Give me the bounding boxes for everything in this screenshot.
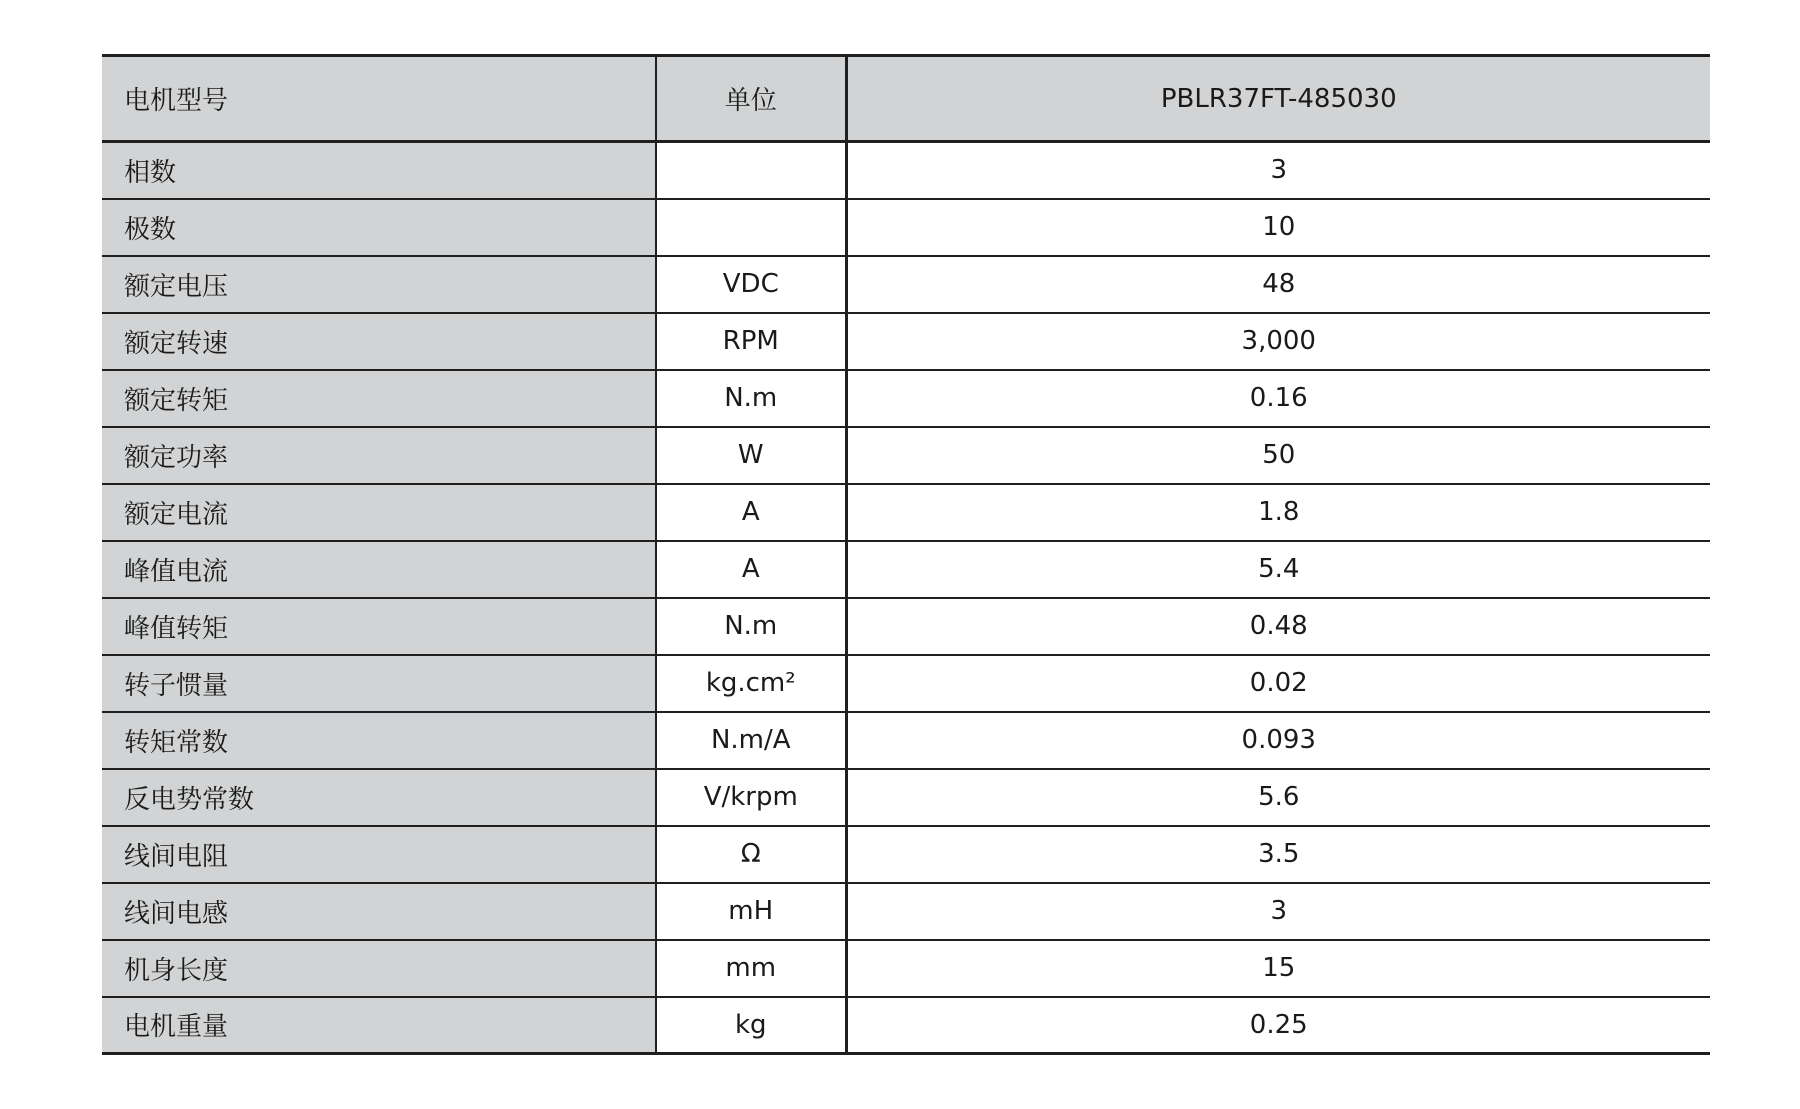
table-header xyxy=(102,56,1710,142)
table-body xyxy=(102,142,1710,1054)
param-name: 转矩常数 xyxy=(102,712,656,769)
param-name: 线间电感 xyxy=(102,883,656,940)
param-value: 5.4 xyxy=(846,541,1710,598)
table-row xyxy=(102,199,1710,256)
param-value: 3,000 xyxy=(846,313,1710,370)
param-name: 额定电压 xyxy=(102,256,656,313)
param-value: 48 xyxy=(846,256,1710,313)
table-row xyxy=(102,940,1710,997)
param-name: 电机重量 xyxy=(102,997,656,1054)
table-row xyxy=(102,541,1710,598)
param-value: 5.6 xyxy=(846,769,1710,826)
header-model: 电机型号 xyxy=(102,56,656,142)
table-row xyxy=(102,484,1710,541)
table-row xyxy=(102,142,1710,199)
param-unit: W xyxy=(656,427,846,484)
param-name: 相数 xyxy=(102,142,656,199)
param-name: 线间电阻 xyxy=(102,826,656,883)
table-row xyxy=(102,712,1710,769)
param-unit: mH xyxy=(656,883,846,940)
table-row xyxy=(102,655,1710,712)
param-value: 0.48 xyxy=(846,598,1710,655)
param-unit: mm xyxy=(656,940,846,997)
param-name: 转子惯量 xyxy=(102,655,656,712)
table-row xyxy=(102,826,1710,883)
param-value: 10 xyxy=(846,199,1710,256)
param-value: 3 xyxy=(846,142,1710,199)
param-unit: kg.cm² xyxy=(656,655,846,712)
param-unit: A xyxy=(656,541,846,598)
param-unit: A xyxy=(656,484,846,541)
header-model-number: PBLR37FT-485030 xyxy=(846,56,1710,142)
param-value: 15 xyxy=(846,940,1710,997)
table-row xyxy=(102,598,1710,655)
param-name: 额定转矩 xyxy=(102,370,656,427)
table-row xyxy=(102,370,1710,427)
param-value: 50 xyxy=(846,427,1710,484)
param-unit: VDC xyxy=(656,256,846,313)
param-name: 极数 xyxy=(102,199,656,256)
param-unit: N.m/A xyxy=(656,712,846,769)
param-unit: kg xyxy=(656,997,846,1054)
param-name: 额定功率 xyxy=(102,427,656,484)
table-row xyxy=(102,883,1710,940)
motor-spec-table xyxy=(102,54,1710,1055)
param-name: 机身长度 xyxy=(102,940,656,997)
param-name: 额定转速 xyxy=(102,313,656,370)
param-value: 0.093 xyxy=(846,712,1710,769)
param-name: 额定电流 xyxy=(102,484,656,541)
param-name: 峰值电流 xyxy=(102,541,656,598)
table-row xyxy=(102,313,1710,370)
table-row xyxy=(102,997,1710,1054)
header-row xyxy=(102,56,1710,142)
table-row xyxy=(102,427,1710,484)
table-row xyxy=(102,769,1710,826)
param-name: 峰值转矩 xyxy=(102,598,656,655)
param-value: 3.5 xyxy=(846,826,1710,883)
param-value: 3 xyxy=(846,883,1710,940)
param-unit: N.m xyxy=(656,370,846,427)
param-value: 0.16 xyxy=(846,370,1710,427)
param-unit: Ω xyxy=(656,826,846,883)
param-value: 1.8 xyxy=(846,484,1710,541)
param-value: 0.02 xyxy=(846,655,1710,712)
param-name: 反电势常数 xyxy=(102,769,656,826)
param-unit xyxy=(656,142,846,199)
param-unit: V/krpm xyxy=(656,769,846,826)
param-unit: N.m xyxy=(656,598,846,655)
param-value: 0.25 xyxy=(846,997,1710,1054)
param-unit: RPM xyxy=(656,313,846,370)
param-unit xyxy=(656,199,846,256)
header-unit: 单位 xyxy=(656,56,846,142)
table-row xyxy=(102,256,1710,313)
